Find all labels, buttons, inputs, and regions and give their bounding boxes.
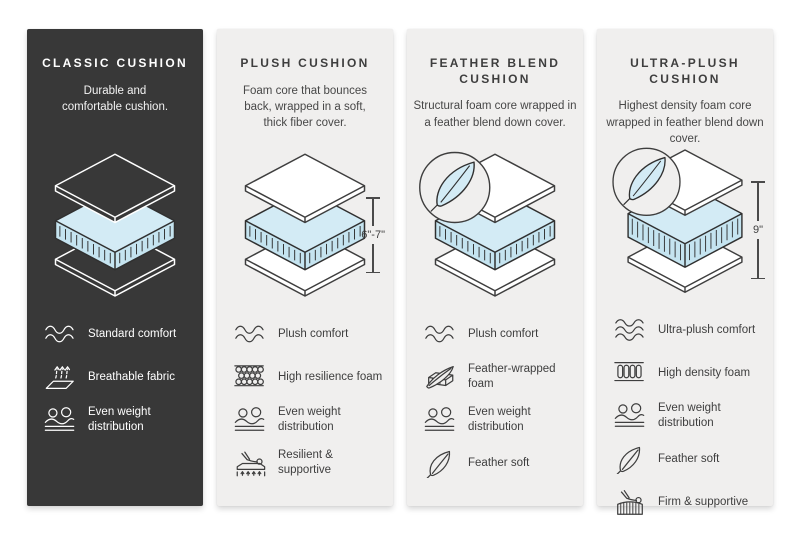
wave-icon <box>423 319 457 349</box>
high-density-foam-icon <box>613 358 647 388</box>
layered-cushion-diagram <box>422 149 568 303</box>
column-classic-cushion <box>27 29 203 506</box>
measure-cap <box>751 278 765 280</box>
measure-line <box>372 244 374 272</box>
height-measurement <box>751 181 765 279</box>
feature-label: High resilience foam <box>278 370 383 383</box>
cushion-illustration <box>27 151 203 303</box>
column-description: Durable and comfortable cushion. <box>61 84 169 113</box>
column-header <box>217 29 393 151</box>
column-description: Foam core that bounces back, wrapped in a soft, thick fiber cover. <box>242 84 367 130</box>
feature-label: Feather soft <box>468 456 530 469</box>
feature-label: Breathable fabric <box>88 370 175 383</box>
feature-label: Feather soft <box>658 452 720 465</box>
column-title: PLUSH CUSHION <box>240 56 370 70</box>
column-plush-cushion <box>217 29 393 506</box>
feather-badge-icon <box>420 153 490 223</box>
column-ultra-plush-cushion <box>597 29 773 506</box>
measure-line <box>372 199 374 227</box>
feature-label: Resilient & supportive <box>278 449 333 476</box>
column-title: FEATHER BLEND CUSHION <box>429 56 561 86</box>
column-title: ULTRA-PLUSH CUSHION <box>630 56 740 86</box>
feature-label: Plush comfort <box>278 327 349 340</box>
feature-list <box>597 315 773 530</box>
feature-row <box>43 362 193 392</box>
column-description: Highest density foam core wrapped in feather blend down cover. <box>606 100 764 145</box>
column-feather-blend-cushion <box>407 29 583 506</box>
even-weight-icon <box>613 401 647 431</box>
wave-icon <box>233 319 267 349</box>
layered-cushion-diagram <box>612 145 758 299</box>
feature-row <box>613 444 763 474</box>
column-header <box>597 29 773 147</box>
even-weight-icon <box>423 405 457 435</box>
layered-cushion-diagram <box>42 149 188 303</box>
feature-row <box>423 319 573 349</box>
feature-row <box>423 405 573 435</box>
feature-label: Ultra-plush comfort <box>658 323 756 336</box>
firm-person-icon <box>613 487 647 517</box>
even-weight-icon <box>233 405 267 435</box>
feature-row <box>423 448 573 478</box>
feather-badge-icon <box>613 149 680 216</box>
cushion-illustration <box>597 147 773 299</box>
feature-label: Even weight distribution <box>278 406 341 433</box>
resilient-person-icon <box>233 448 267 478</box>
feather-icon <box>613 444 647 474</box>
triple-wave-icon <box>613 315 647 345</box>
measure-label: 6"-7" <box>361 229 385 241</box>
column-header <box>27 29 203 151</box>
feature-list <box>407 319 583 491</box>
wave-icon <box>43 319 77 349</box>
feature-label: Even weight distribution <box>658 402 721 430</box>
column-header <box>407 29 583 151</box>
even-weight-icon <box>43 405 77 435</box>
measure-line <box>757 239 759 278</box>
measure-line <box>757 183 759 222</box>
feature-row <box>613 487 763 517</box>
breathable-fabric-icon <box>43 362 77 392</box>
feature-row <box>43 405 193 435</box>
cushion-illustration <box>217 151 393 303</box>
measure-label: 9" <box>752 224 764 237</box>
column-title: CLASSIC CUSHION <box>42 56 188 70</box>
feature-row <box>613 401 763 431</box>
feature-row <box>613 315 763 345</box>
feature-row <box>233 448 383 478</box>
feature-list <box>27 319 203 448</box>
column-description: Structural foam core wrapped in a feather blend down cover. <box>413 100 577 129</box>
measure-cap <box>366 272 380 274</box>
feature-list <box>217 319 393 491</box>
cushion-illustration <box>407 151 583 303</box>
layered-cushion-diagram <box>232 149 378 303</box>
feature-row <box>613 358 763 388</box>
feature-label: Feather-wrapped foam <box>468 363 556 390</box>
feature-row <box>233 362 383 392</box>
feature-label: Even weight distribution <box>468 406 531 433</box>
height-measurement <box>361 197 385 273</box>
feature-row <box>423 362 573 392</box>
feature-row <box>233 405 383 435</box>
feature-label: Plush comfort <box>468 327 539 340</box>
feather-foam-icon <box>423 362 457 392</box>
feature-row <box>43 319 193 349</box>
foam-cells-icon <box>233 362 267 392</box>
feature-label: High density foam <box>658 366 751 379</box>
feature-label: Even weight distribution <box>88 406 151 433</box>
feature-row <box>233 319 383 349</box>
feature-label: Standard comfort <box>88 327 177 340</box>
feather-icon <box>423 448 457 478</box>
feature-label: Firm & supportive <box>658 495 749 508</box>
